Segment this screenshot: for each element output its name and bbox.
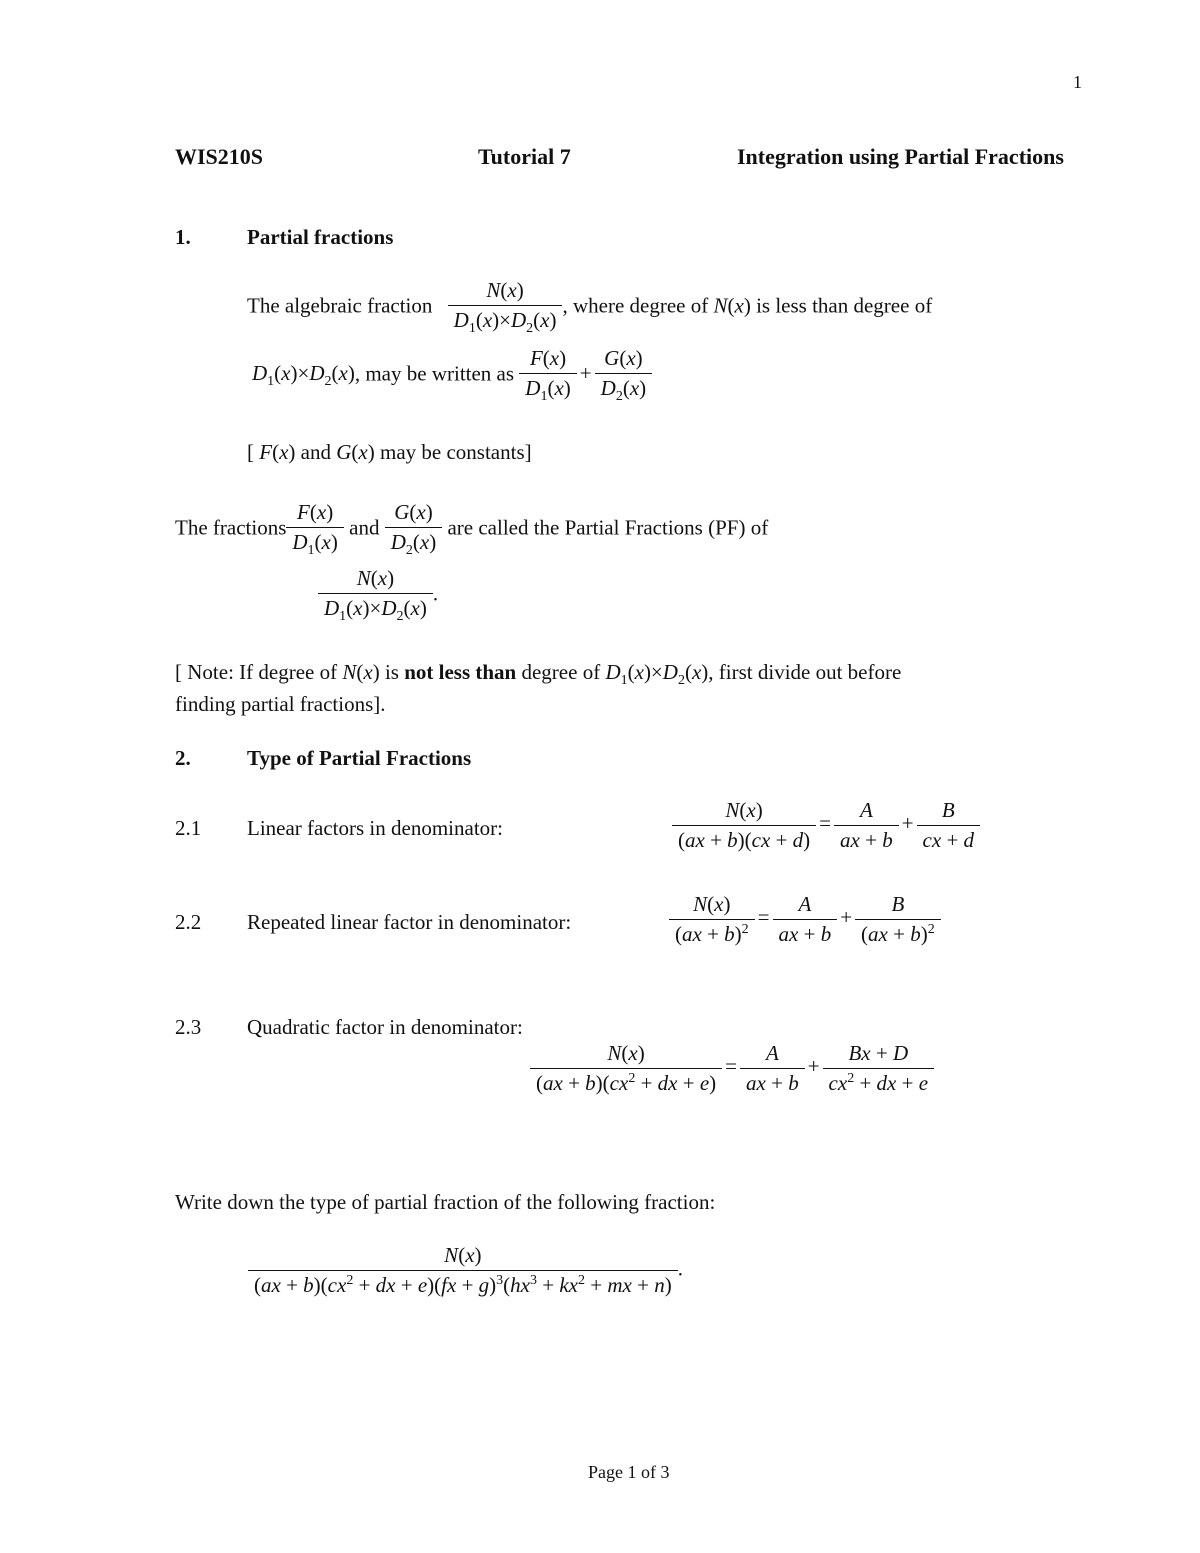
p3-period: . (432, 581, 439, 606)
p1-text-c: is less than degree of (756, 293, 933, 318)
fraction-n-over-d1d2-second: $\frac{N(x)}{D_1(x)\times D_2(x)}$ (318, 566, 433, 625)
fraction-pf2: $\frac{G(x)}{D_2(x)}$ (385, 500, 443, 559)
p3-line2 (318, 566, 438, 625)
page-footer: Page 1 of 3 (588, 1462, 670, 1482)
note-line2: finding partial fractions]. (175, 692, 386, 716)
formula-2-1: $\frac{N(x)}{(ax + b)(cx + d)}$ = $\frac{A}{ax + b}$ + $\frac{B}{cx + d}$ (672, 798, 980, 853)
formula-2-3: $\frac{N(x)}{(ax + b)(cx^2 + dx + e)}$ = $\frac{A}{ax + b}$ + $\frac{Bx + D}{cx^2 + dx + e}$ (530, 1041, 934, 1096)
note-line1: [ Note: If degree of N(x) is not less than degree of $D_1(x)\times D_2(x)$, first divide out before (175, 660, 902, 689)
p3-and: and (349, 515, 380, 540)
p1-text-b: , where degree of (562, 293, 709, 318)
note-text-a: [ Note: If degree of (175, 660, 338, 684)
formula-2-2: $\frac{N(x)}{(ax + b)^2}$ = $\frac{A}{ax + b}$ + $\frac{B}{(ax + b)^2}$ (669, 892, 941, 947)
p1-text-d: , may be written as (354, 361, 515, 386)
item-2-2-label: Repeated linear factor in denominator: (247, 910, 572, 934)
p3-text-c: are called the Partial Fractions (PF) of (447, 515, 769, 540)
tutorial-title: Tutorial 7 (478, 144, 571, 169)
p1-text-a: The algebraic fraction (247, 293, 433, 318)
item-2-1-label: Linear factors in denominator: (247, 816, 503, 840)
item-2-3-label: Quadratic factor in denominator: (247, 1015, 523, 1039)
page-number: 1 (1073, 72, 1082, 92)
p2-bracket: [ (247, 440, 254, 464)
p2-and: and (300, 440, 331, 464)
item-2-3-number: 2.3 (175, 1015, 202, 1039)
fraction-n-over-d1d2: $\frac{N(x)}{D_1(x)\times D_2(x)}$ (448, 278, 563, 337)
p1-line2: $D_1(x)\times D_2(x)$, may be written as $\frac{F(x)}{D_1(x)}$ + $\frac{G(x)}{D_2(x)}$ (252, 346, 652, 405)
p2-line: [ F(x) and G(x) may be constants] (247, 440, 532, 464)
exercise-formula: $\frac{N(x)}{(ax + b)(cx^2 + dx + e)(fx + g)^3(hx^3 + kx^2 + mx + n)}$ . (248, 1243, 683, 1298)
course-code: WIS210S (175, 144, 264, 169)
section1-number: 1. (175, 225, 191, 249)
exercise-text: Write down the type of partial fraction of the following fraction: (175, 1190, 716, 1214)
item-2-1-number: 2.1 (175, 816, 202, 840)
p3-line1 (175, 500, 768, 559)
exercise-period: . (677, 1256, 683, 1281)
section2-number: 2. (175, 746, 191, 770)
fraction-pf1: $\frac{F(x)}{D_1(x)}$ (286, 500, 344, 559)
section2-title: Type of Partial Fractions (247, 746, 472, 770)
fraction-g-over-d2: $\frac{G(x)}{D_2(x)}$ (595, 346, 653, 405)
item-2-2-number: 2.2 (175, 910, 202, 934)
topic-title: Integration using Partial Fractions (737, 144, 1064, 169)
note-text-d: , first divide out before (708, 660, 902, 684)
note-bold: not less than (404, 660, 517, 684)
fraction-f-over-d1: $\frac{F(x)}{D_1(x)}$ (519, 346, 577, 405)
p2-text: may be constants] (379, 440, 532, 464)
note-text-c: degree of (521, 660, 601, 684)
p3-text-a: The fractions (175, 515, 287, 540)
p1-line1: The algebraic fraction $\frac{N(x)}{D_1(x)\times D_2(x)}$ , where degree of N(x) is less than degree of (247, 278, 933, 337)
section1-title: Partial fractions (247, 225, 394, 249)
note-text-b: is (384, 660, 399, 684)
